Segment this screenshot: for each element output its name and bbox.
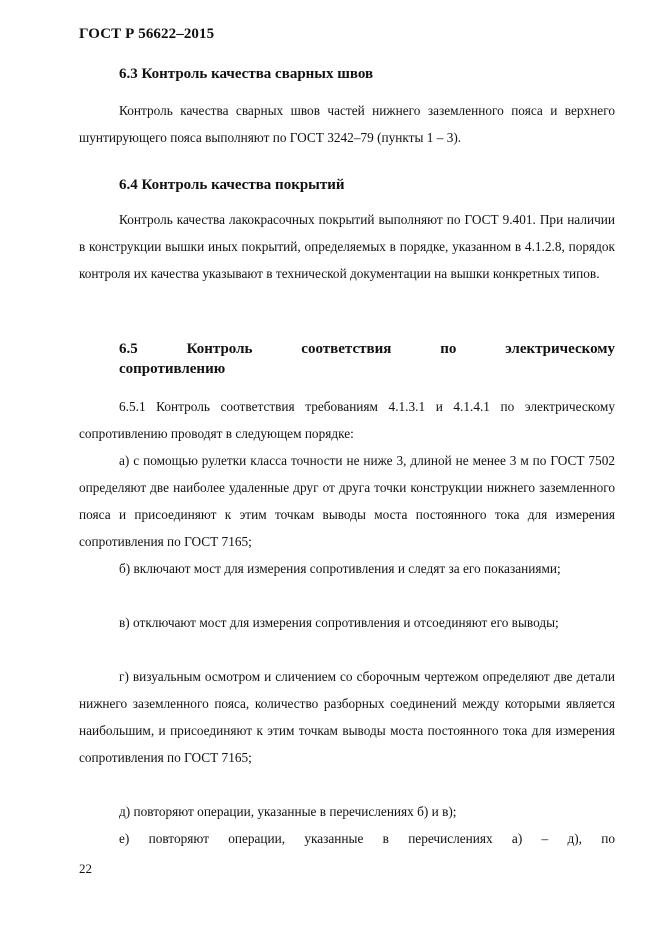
paragraph-6-5-1: 6.5.1 Контроль соответствия требованиям 4.1.3.1 и 4.1.4.1 по электрическому сопротивлению проводят в следующем порядке:: [79, 399, 615, 441]
list-item-e: е) повторяют операции, указанные в перечислениях а) – д), по: [119, 831, 615, 846]
list-item-a: а) с помощью рулетки класса точности не ниже 3, длиной не менее 3 м по ГОСТ 7502 определяют две наиболее удаленные друг от друга точки конструкции нижнего заземленного пояса и присоединяют к этим точкам выводы моста постоянного тока для измерения сопротивления по ГОСТ 7165;: [79, 453, 615, 549]
list-item-v: в) отключают мост для измерения сопротивления и отсоединяют его выводы;: [119, 615, 559, 630]
section-6-5-heading-line1: 6.5 Контроль соответствия по электрическому: [119, 341, 615, 357]
page-number: 22: [79, 861, 92, 876]
section-6-3-paragraph: Контроль качества сварных швов частей нижнего заземленного пояса и верхнего шунтирующего пояса выполняют по ГОСТ 3242–79 (пункты 1 – 3).: [79, 103, 615, 145]
list-item-d: д) повторяют операции, указанные в перечислениях б) и в);: [119, 804, 457, 819]
section-6-5-heading-line2: сопротивлению: [119, 361, 226, 377]
section-6-3-heading: 6.3 Контроль качества сварных швов: [119, 66, 374, 82]
section-6-4-paragraph: Контроль качества лакокрасочных покрытий выполняют по ГОСТ 9.401. При наличии в конструкции вышки иных покрытий, определяемых в порядке, указанном в 4.1.2.8, порядок контроля их качества указывают в технической документации на вышки конкретных типов.: [79, 212, 615, 281]
list-item-g: г) визуальным осмотром и сличением со сборочным чертежом определяют две детали нижнего заземленного пояса, количество разборных соединений между которыми является наибольшим, и присоединяют к этим точкам выводы моста постоянного тока для измерения сопротивления по ГОСТ 7165;: [79, 669, 615, 765]
list-item-b: б) включают мост для измерения сопротивления и следят за его показаниями;: [119, 561, 561, 576]
standard-header: ГОСТ Р 56622–2015: [79, 26, 215, 42]
section-6-4-heading: 6.4 Контроль качества покрытий: [119, 177, 345, 193]
